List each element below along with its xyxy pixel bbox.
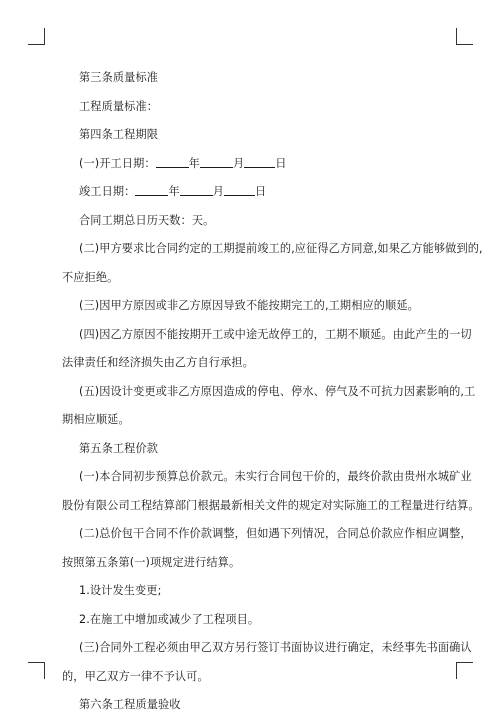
price-clause-1-line-2: 股份有限公司工程结算部门根据最新相关文件的规定对实际施工的工程量进行结算。	[62, 498, 480, 512]
price-clause-2-line-2: 按照第五条第(一)项规定进行结算。	[62, 555, 241, 569]
end-date-line	[62, 178, 440, 207]
start-date-line	[62, 150, 440, 179]
start-year-blank	[156, 155, 189, 168]
end-day-blank	[224, 183, 255, 196]
total-days-line: 合同工期总日历天数：天。	[79, 213, 215, 227]
section-5-heading: 第五条工程价款	[79, 441, 159, 455]
price-clause-1-line-1: (一)本合同初步预算总价款元。未实行合同包干价的，最终价款由贵州水城矿业	[79, 470, 472, 483]
crop-mark-top-right	[456, 28, 473, 45]
list-item-2: 2.在施工中增加或减少了工程项目。	[79, 612, 260, 626]
price-clause-3-line-2: 的，甲乙双方一律不予认可。	[62, 669, 209, 683]
start-date-label: (一)开工日期：	[79, 156, 156, 170]
list-item-1: 1.设计发生变更;	[79, 584, 162, 597]
crop-mark-top-left	[28, 28, 45, 45]
start-year-unit: 年	[188, 156, 200, 170]
section-6-heading: 第六条工程质量验收	[79, 698, 181, 711]
crop-mark-bottom-left	[28, 662, 45, 679]
section-3-heading: 第三条质量标准	[79, 71, 159, 84]
clause-2-line-2: 不应拒绝。	[62, 270, 119, 284]
start-day-blank	[244, 155, 275, 168]
price-clause-3-line-1: (三)合同外工程必须由甲乙双方另行签订书面协议进行确定，未经事先书面确认	[79, 641, 472, 654]
end-year-blank	[135, 183, 168, 196]
price-clause-2-line-1: (二)总价包干合同不作价款调整，但如遇下列情况，合同总价款应作相应调整，	[79, 527, 472, 540]
clause-4-line-2: 法律责任和经济损失由乙方自行承担。	[62, 356, 254, 369]
clause-3-line: (三)因甲方原因或非乙方原因导致不能按期完工的,工期相应的顺延。	[79, 299, 419, 312]
start-month-unit: 月	[232, 156, 245, 170]
document-body	[62, 64, 483, 720]
clause-2-line-1: (二)甲方要求比合同约定的工期提前竣工的,应征得乙方同意,如果乙方能够做到的,	[79, 242, 483, 255]
section-4-heading: 第四条工程期限	[79, 128, 159, 141]
quality-standard-line: 工程质量标准：	[79, 99, 159, 113]
clause-4-line-1: (四)因乙方原因不能按期开工或中途无故停工的，工期不顺延。由此产生的一切	[79, 327, 472, 341]
clause-5-line-2: 期相应顺延。	[62, 413, 130, 426]
end-date-label: 竣工日期：	[79, 185, 136, 198]
end-month-unit: 月	[212, 185, 225, 198]
clause-5-line-1: (五)因设计变更或非乙方原因造成的停电、停水、停气及不可抗力因素影响的,工	[79, 384, 476, 398]
end-month-blank	[180, 183, 213, 196]
end-day-unit: 日	[255, 185, 267, 198]
crop-mark-bottom-right	[456, 662, 473, 679]
start-day-unit: 日	[275, 156, 287, 170]
end-year-unit: 年	[168, 185, 180, 198]
start-month-blank	[200, 155, 233, 168]
